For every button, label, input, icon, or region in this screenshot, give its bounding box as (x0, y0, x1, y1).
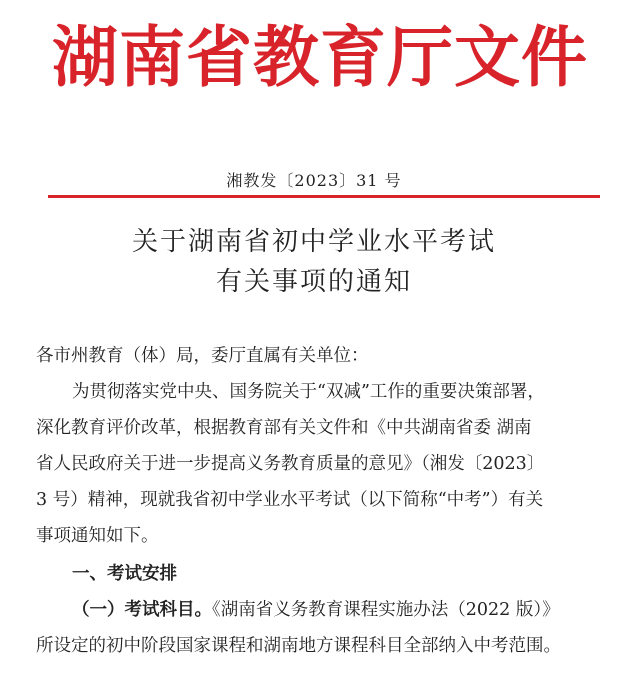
red-divider-line (48, 195, 600, 198)
subsection-line-2: 所设定的初中阶段国家课程和湖南地方课程科目全部纳入中考范围。 (36, 636, 561, 656)
paragraph-line: 深化教育评价改革，根据教育部有关文件和《中共湖南省委 湖南 (36, 418, 532, 438)
notice-title-line-1: 关于湖南省初中学业水平考试 (131, 227, 496, 257)
notice-title-line-2: 有关事项的通知 (215, 267, 412, 297)
subsection-line (72, 592, 596, 628)
subsection-text: 《湖南省义务教育课程实施办法（2022 版）》 (212, 600, 560, 620)
paragraph-line: 为贯彻落实党中央、国务院关于“双减”工作的重要决策部署， (72, 382, 545, 402)
paragraph-line: 省人民政府关于进一步提高义务教育质量的意见》（湘发〔2023〕 (36, 454, 545, 474)
masthead-title: 湖南省教育厅文件 (52, 20, 588, 96)
paragraph-line: 3 号）精神，现就我省初中学业水平考试（以下简称“中考”）有关 (36, 490, 544, 510)
section-heading: 一、考试安排 (72, 564, 177, 584)
document-number: 湘教发〔2023〕31 号 (226, 171, 402, 190)
paragraph-line: 事项通知如下。 (36, 526, 159, 546)
subsection-label: （一）考试科目。 (72, 600, 212, 620)
addressee-line: 各市州教育（体）局，委厅直属有关单位： (36, 346, 369, 366)
